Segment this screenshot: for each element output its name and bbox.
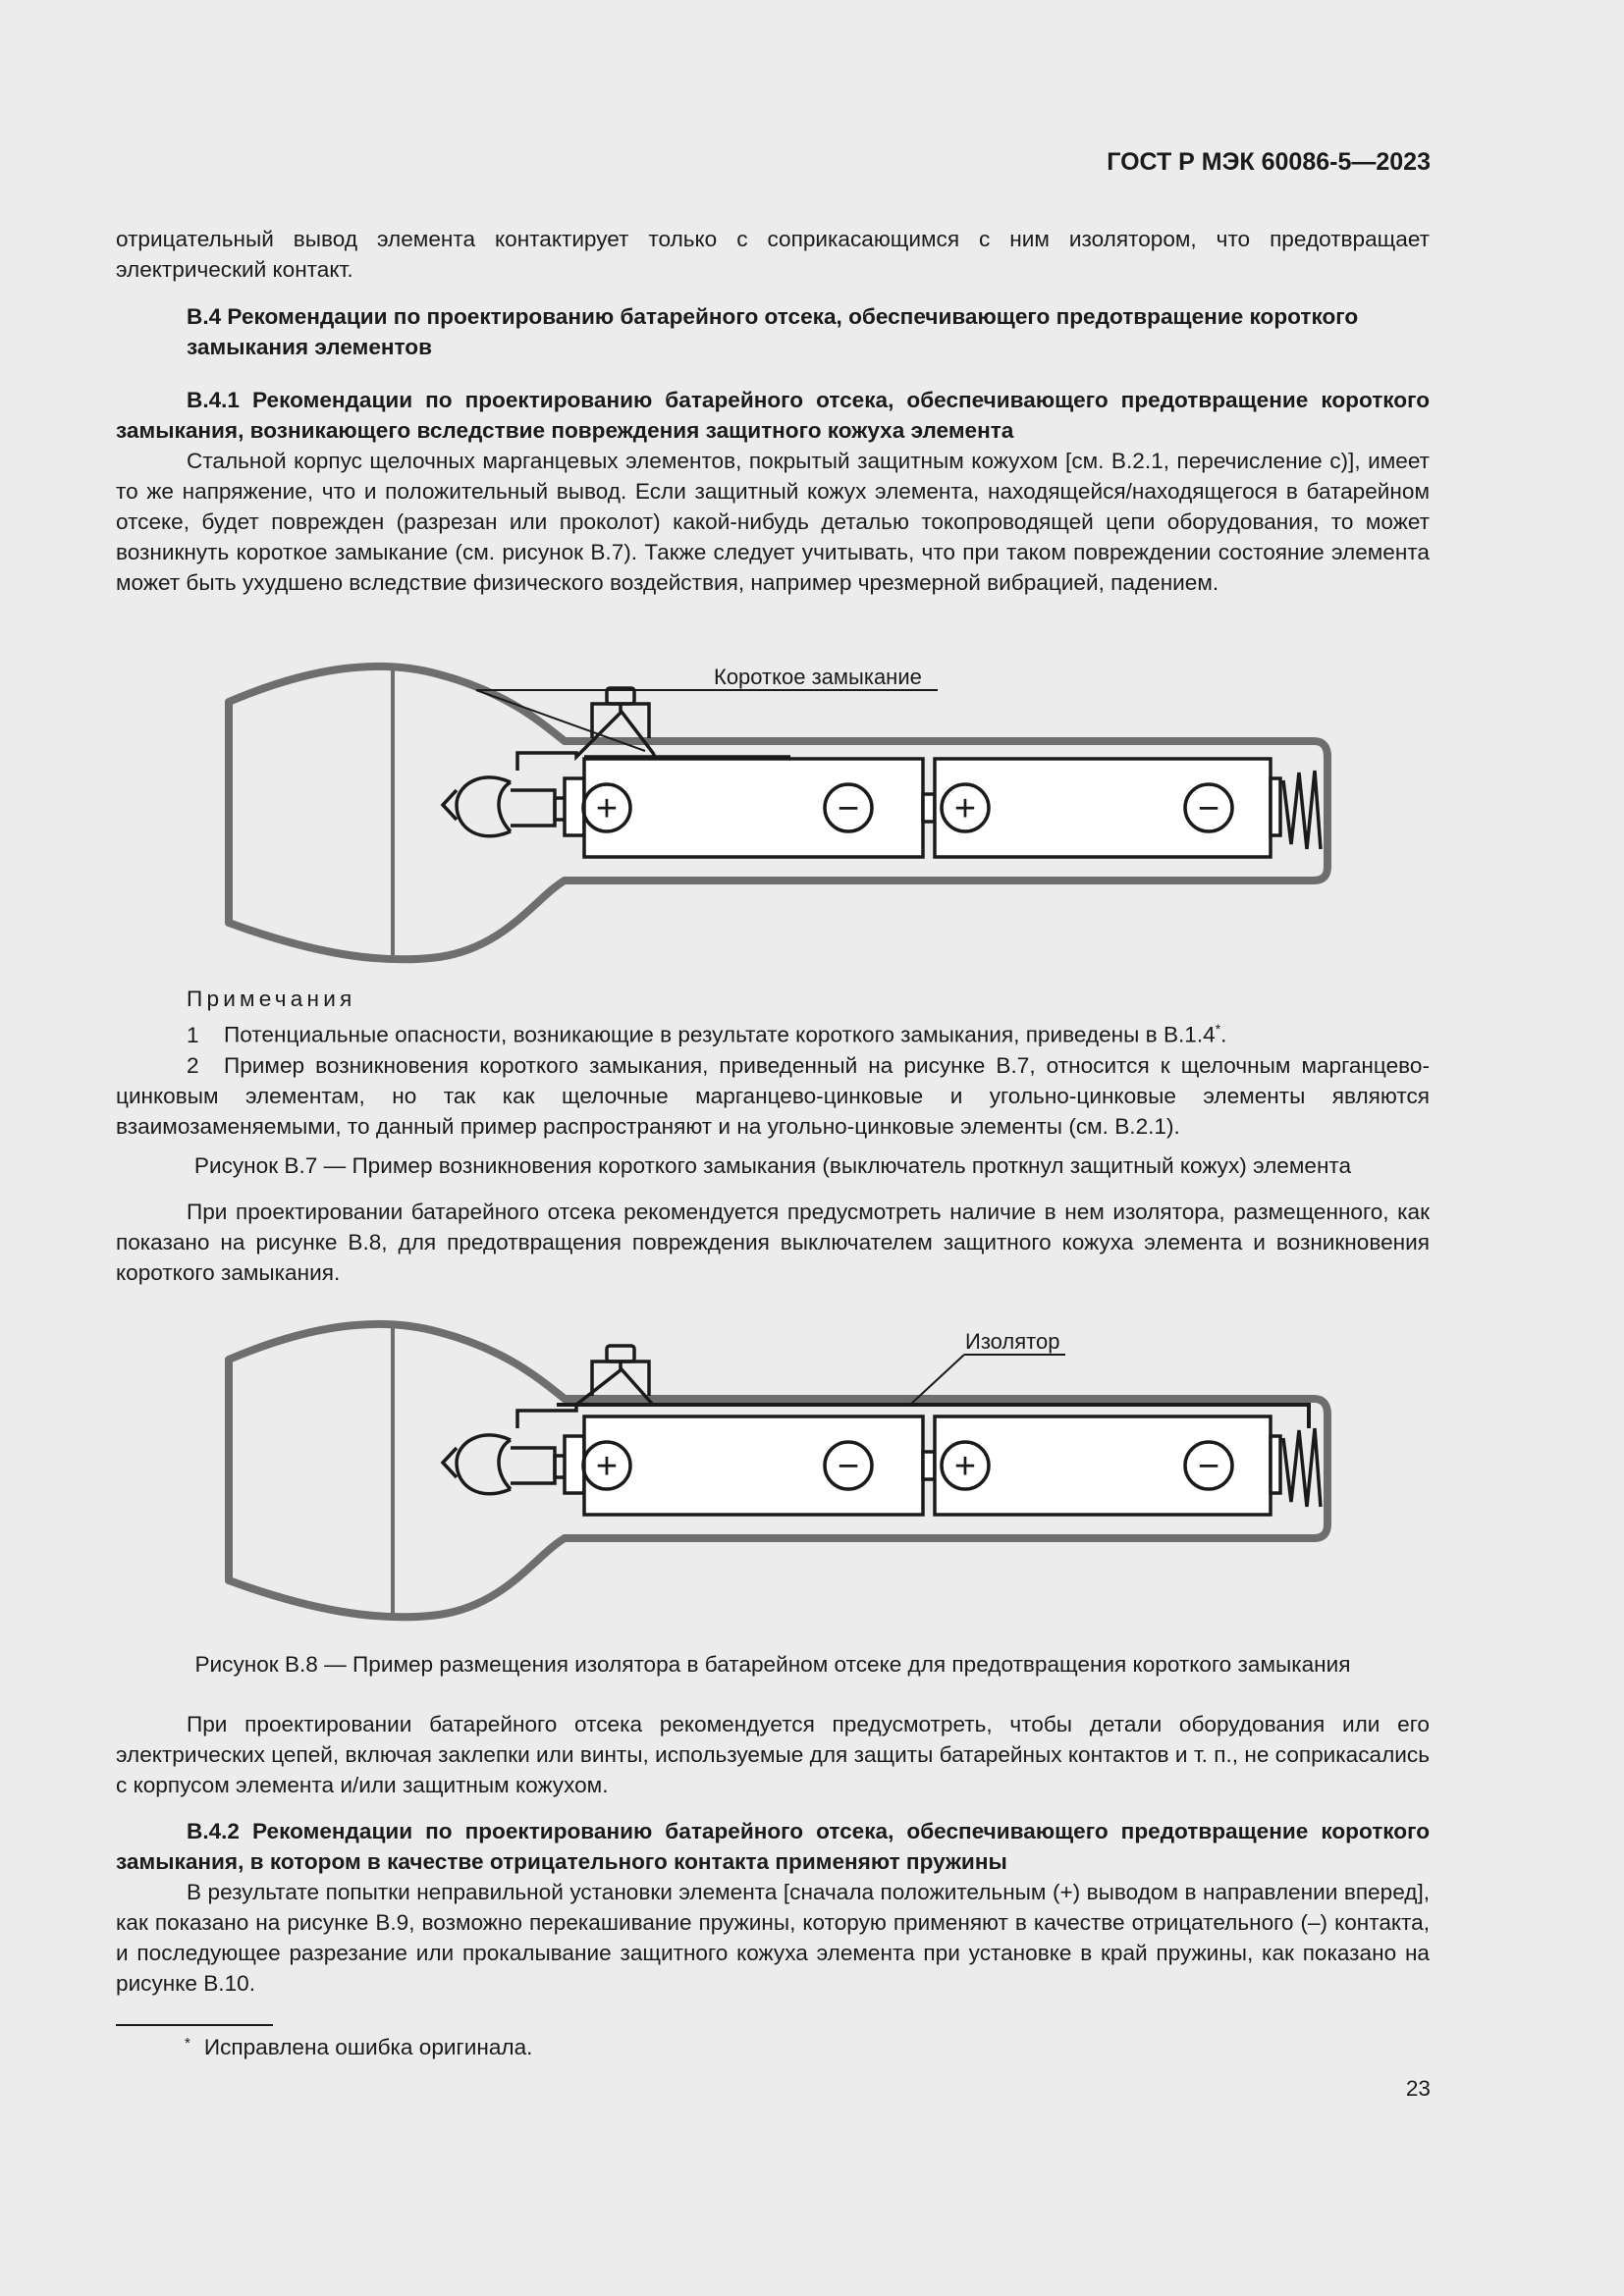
section-b4-heading: В.4 Рекомендации по проектированию батарейного отсека, обеспечивающего предотвращение короткого замыкания элементов (187, 304, 1359, 359)
paragraph-fasteners: При проектировании батарейного отсека рекомендуется предусмотреть, чтобы детали оборудования или его электрических цепей, включая заклепки или винты, используемые для защиты батарейных контактов и т. п., не соприкасались с корпусом элемента и/или защитным кожухом. (116, 1712, 1430, 1797)
notes-block (116, 984, 1430, 1142)
lamp (443, 777, 511, 836)
cell2-cap (1271, 778, 1280, 835)
figure-b8-caption: Рисунок В.8 — Пример размещения изолятора в батарейном отсеке для предотвращения короткого замыкания (194, 1652, 1351, 1677)
switch-button (607, 1346, 634, 1362)
svg-text:+: + (595, 788, 619, 829)
svg-text:−: − (1197, 788, 1220, 829)
svg-text:+: + (595, 1446, 619, 1487)
label-insulator: Изолятор (965, 1329, 1060, 1354)
paragraph-insulator: При проектировании батарейного отсека рекомендуется предусмотреть наличие в нем изолятора, размещенного, как показано на рисунке В.8, для предотвращения повреждения выключателем защитного кожуха элемента и возникновения короткого замыкания. (116, 1200, 1430, 1285)
lamp (443, 1435, 511, 1494)
section-b41-heading: В.4.1 Рекомендации по проектированию батарейного отсека, обеспечивающего предотвращение короткого замыкания, возникающего вследствие повреждения защитного кожуха элемента (116, 388, 1430, 443)
cell-link (923, 794, 935, 822)
spring-contact (1283, 1428, 1321, 1507)
footnote: * Исправлена ошибка оригинала. (185, 2035, 533, 2059)
label-short-circuit: Короткое замыкание (714, 665, 922, 689)
section-b42-heading: В.4.2 Рекомендации по проектированию батарейного отсека, обеспечивающего предотвращение короткого замыкания, в котором в качестве отрицательного контакта применяют пружины (116, 1819, 1430, 1874)
cell2-cap (1271, 1436, 1280, 1493)
svg-text:−: − (1197, 1446, 1220, 1487)
cell-2 (935, 1416, 1271, 1515)
note-2: 2 Пример возникновения короткого замыкания, приведенный на рисунке В.7, относится к щелочным марганцево-цинковым элементам, но так как щелочные марганцево-цинковые и угольно-цинковые элементы являются взаимозаменяемыми, то данный пример распространяют и на угольно-цинковые элементы (см. В.2.1). (116, 1052, 1430, 1139)
svg-text:+: + (953, 1446, 977, 1487)
cell1-cap (565, 1436, 584, 1493)
document-header: ГОСТ Р МЭК 60086-5—2023 (1107, 148, 1431, 176)
figure-b8 (211, 1310, 1340, 1625)
section-b42 (116, 1816, 1430, 1999)
svg-text:+: + (953, 788, 977, 829)
svg-text:−: − (837, 788, 860, 829)
footnote-separator (116, 2024, 273, 2026)
intro-paragraph: отрицательный вывод элемента контактирует только с соприкасающимся с ним изолятором, что предотвращает электрический контакт. (116, 227, 1430, 282)
notes-title: Примечания (187, 987, 356, 1011)
section-b41-text: Стальной корпус щелочных марганцевых элементов, покрытый защитным кожухом [см. В.2.1, перечисление с)], имеет то же напряжение, что и положительный вывод. Если защитный кожух элемента, находящейся/находящегося в батарейном отсеке, будет поврежден (разрезан или проколот) какой-нибудь деталью токопроводящей цепи оборудования, то может возникнуть короткое замыкание (см. рисунок В.7). Также следует учитывать, что при таком повреждении состояние элемента может быть ухудшено вследствие физического воздействия, например чрезмерной вибрацией, падением. (116, 449, 1430, 595)
page-number: 23 (1405, 2076, 1431, 2101)
cell1-cap (565, 778, 584, 835)
note-1: 1 Потенциальные опасности, возникающие в результате короткого замыкания, приведены в В.1.4*. (187, 1021, 1227, 1047)
section-b42-text: В результате попытки неправильной установки элемента [сначала положительным (+) выводом в направлении вперед], как показано на рисунке В.9, возможно перекашивание пружины, которую применяют в качестве отрицательного (–) контакта, и последующее разрезание или прокалывание защитного кожуха элемента при установке в край пружины, как показано на рисунке В.10. (116, 1880, 1430, 1996)
figure-b7-caption: Рисунок В.7 — Пример возникновения короткого замыкания (выключатель проткнул защитный кожух) элемента (193, 1153, 1352, 1178)
spring-contact (1283, 771, 1321, 849)
cell-link (923, 1452, 935, 1479)
cell-2 (935, 759, 1271, 857)
figure-b7 (211, 653, 1340, 967)
svg-text:−: − (837, 1446, 860, 1487)
section-b41 (116, 385, 1430, 598)
